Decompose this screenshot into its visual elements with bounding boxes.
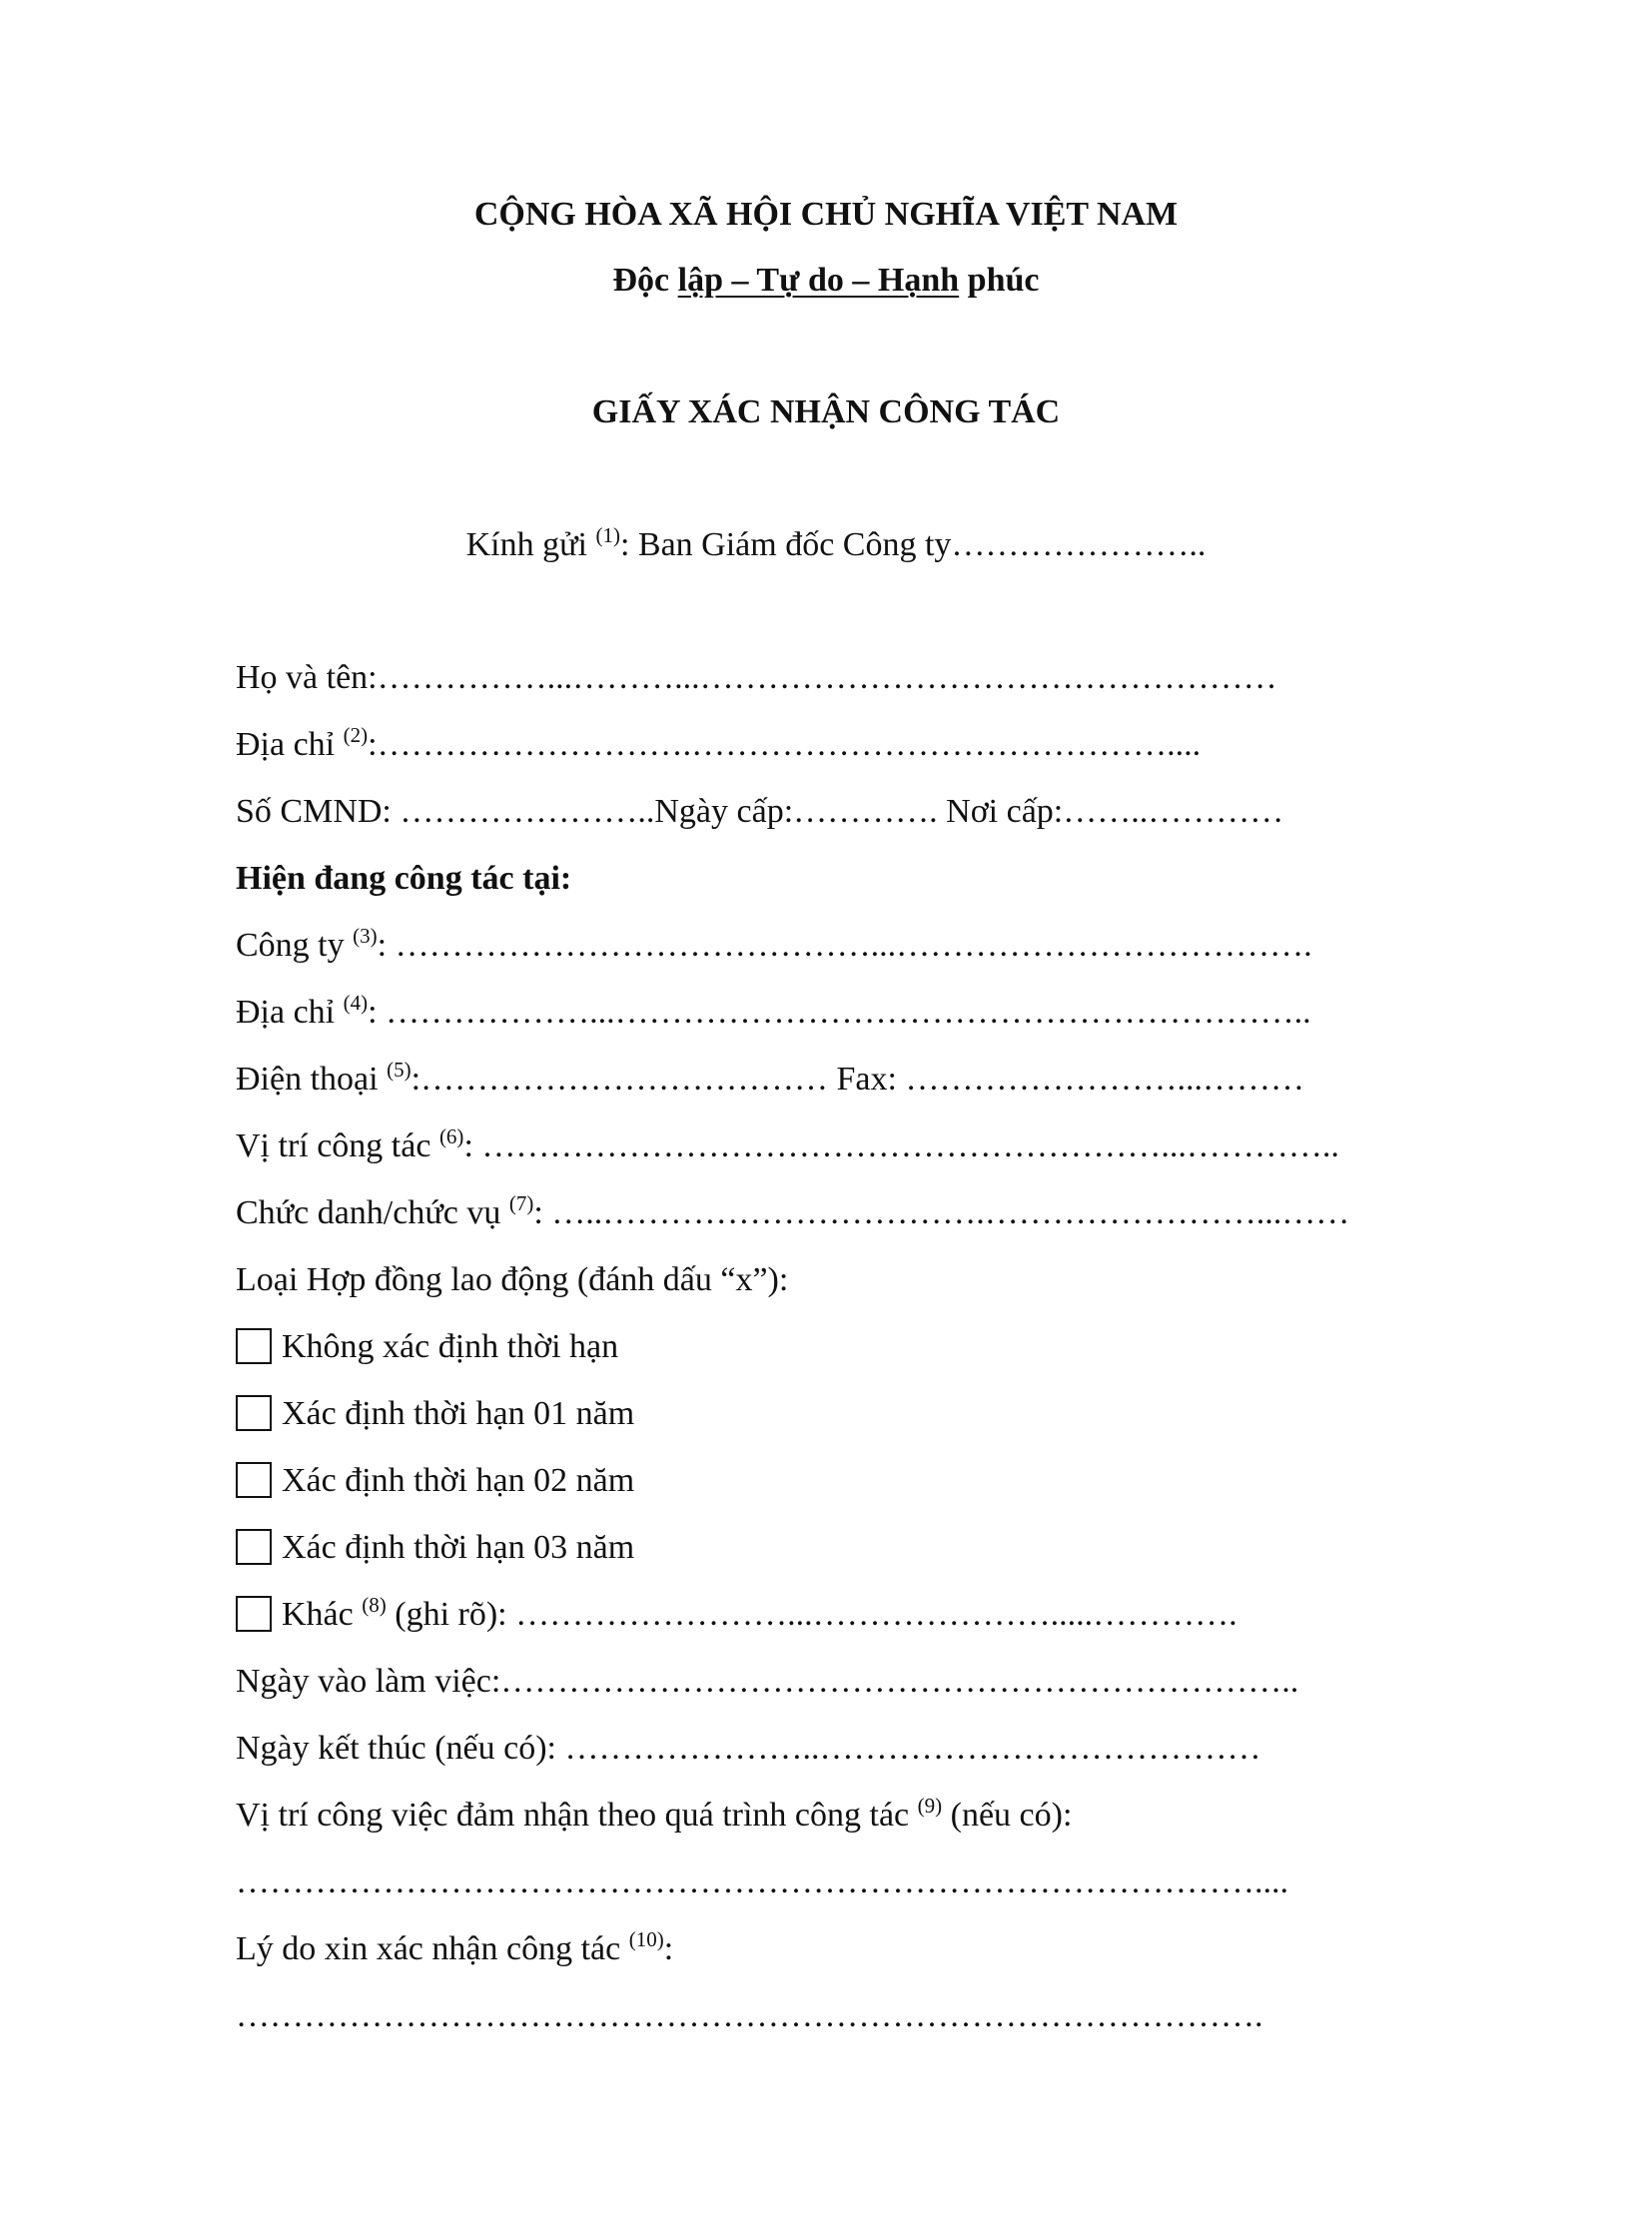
job-title-dots: : …..…………………………….……………………...…… bbox=[533, 1194, 1350, 1231]
footnote-1: (1) bbox=[595, 523, 620, 547]
company-dots: : ……………………………………...………………………………. bbox=[377, 927, 1312, 964]
option-label: Xác định thời hạn 01 năm bbox=[282, 1395, 635, 1432]
contract-option-indefinite[interactable] bbox=[236, 1328, 618, 1366]
motto-underlined: lập – Tự do – Hạnh bbox=[677, 262, 960, 299]
footnote-3: (3) bbox=[353, 924, 378, 948]
checkbox[interactable] bbox=[236, 1596, 272, 1632]
company-address-dots: : ………………...…………………………………………………….. bbox=[368, 994, 1311, 1031]
footnote-10: (10) bbox=[628, 1927, 664, 1951]
job-title-label: Chức danh/chức vụ bbox=[236, 1194, 509, 1231]
job-history-label bbox=[236, 1794, 1073, 1835]
footnote-9: (9) bbox=[917, 1794, 943, 1818]
checkbox[interactable] bbox=[236, 1395, 272, 1431]
recipient-text: : Ban Giám đốc Công ty………………….. bbox=[619, 526, 1207, 563]
other-label: Khác bbox=[282, 1596, 363, 1633]
workplace-heading: Hiện đang công tác tại: bbox=[236, 860, 572, 897]
reason-post: : bbox=[663, 1930, 674, 1967]
company-label: Công ty bbox=[236, 927, 354, 964]
checkbox[interactable] bbox=[236, 1462, 272, 1498]
full-name-field[interactable]: Họ và tên:……………...………...…………………………………………… bbox=[236, 659, 1277, 696]
company-address-label: Địa chỉ bbox=[236, 994, 344, 1031]
company-field[interactable] bbox=[236, 924, 1312, 965]
checkbox[interactable] bbox=[236, 1529, 272, 1565]
address-label: Địa chỉ bbox=[236, 726, 344, 763]
option-label: Xác định thời hạn 03 năm bbox=[282, 1529, 635, 1566]
footnote-4: (4) bbox=[343, 991, 369, 1015]
phone-fax-field[interactable] bbox=[236, 1058, 1304, 1099]
option-label: Không xác định thời hạn bbox=[282, 1328, 619, 1365]
work-position-field[interactable] bbox=[236, 1124, 1339, 1165]
start-date-field[interactable]: Ngày vào làm việc:…………………………………………………………….. bbox=[236, 1663, 1299, 1700]
reason-field[interactable]: ………………………………………………………………………………. bbox=[236, 1997, 1263, 2034]
position-label: Vị trí công tác bbox=[236, 1127, 439, 1164]
checkbox[interactable] bbox=[236, 1328, 272, 1364]
recipient-label: Kính gửi bbox=[465, 526, 596, 563]
footnote-6: (6) bbox=[438, 1124, 464, 1148]
document-title: GIẤY XÁC NHẬN CÔNG TÁC bbox=[591, 393, 1061, 430]
contract-option-3-years[interactable] bbox=[236, 1529, 634, 1567]
footnote-5: (5) bbox=[387, 1058, 412, 1082]
phone-label: Điện thoại bbox=[236, 1061, 388, 1098]
reason-label bbox=[236, 1927, 674, 1968]
history-post: (nếu có): bbox=[942, 1797, 1073, 1834]
contract-option-other[interactable] bbox=[236, 1593, 1238, 1634]
contract-option-2-years[interactable] bbox=[236, 1462, 634, 1500]
contract-option-1-year[interactable] bbox=[236, 1395, 634, 1433]
address-dots: :……………………….…………………………………….... bbox=[368, 726, 1202, 763]
personal-address-field[interactable] bbox=[236, 723, 1202, 764]
job-title-field[interactable] bbox=[236, 1191, 1350, 1232]
id-card-field[interactable]: Số CMND: …………………..Ngày cấp:…………. Nơi cấp:……..………… bbox=[236, 793, 1284, 830]
motto-end: phúc bbox=[959, 262, 1040, 299]
recipient-line bbox=[0, 523, 1652, 564]
motto bbox=[0, 262, 1652, 300]
position-dots: : ……………………………………………………...………….. bbox=[463, 1127, 1339, 1164]
motto-start: Độc bbox=[612, 262, 678, 299]
reason-label-text: Lý do xin xác nhận công tác bbox=[236, 1930, 629, 1967]
option-label: Xác định thời hạn 02 năm bbox=[282, 1462, 635, 1499]
company-address-field[interactable] bbox=[236, 991, 1311, 1032]
footnote-8: (8) bbox=[362, 1593, 387, 1617]
end-date-field[interactable]: Ngày kết thúc (nếu có): …………………..………………………………… bbox=[236, 1730, 1261, 1767]
footnote-7: (7) bbox=[508, 1191, 534, 1215]
job-history-field[interactable]: ……………………………………………………………………………….... bbox=[236, 1863, 1288, 1900]
history-label: Vị trí công việc đảm nhận theo quá trình công tác bbox=[236, 1797, 918, 1834]
footnote-2: (2) bbox=[343, 723, 369, 747]
contract-type-label: Loại Hợp đồng lao động (đánh dấu “x”): bbox=[236, 1261, 789, 1298]
other-dots: (ghi rõ): ……………………...………………….....…………. bbox=[386, 1596, 1238, 1633]
nation-heading: CỘNG HÒA XÃ HỘI CHỦ NGHĨA VIỆT NAM bbox=[473, 196, 1179, 233]
phone-fax-dots: :……………………………… Fax: ……………………...……… bbox=[411, 1061, 1304, 1098]
